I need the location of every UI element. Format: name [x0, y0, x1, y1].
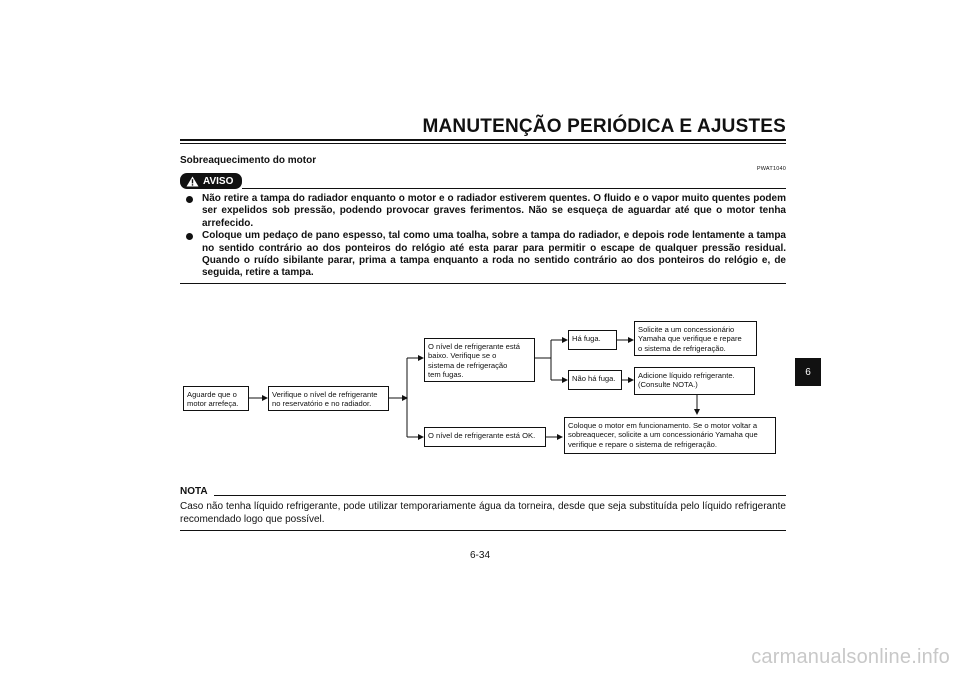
- note-label: NOTA: [180, 486, 208, 497]
- section-code: PWAT1040: [756, 166, 786, 172]
- flow-level-ok: O nível de refrigerante está OK.: [424, 427, 546, 447]
- flow-level-low: O nível de refrigerante está baixo. Verifique se o sistema de refrigeração tem fugas.: [424, 338, 535, 382]
- section-title: Sobreaquecimento do motor: [180, 155, 317, 166]
- flow-add-coolant: Adicione líquido refrigerante. (Consulte NOTA.): [634, 367, 755, 395]
- note-rule: [214, 495, 786, 496]
- flow-check-level: Verifique o nível de refrigerante no reservatório e no radiador.: [268, 386, 389, 411]
- note-end-rule: [180, 530, 786, 531]
- flow-dealer: Solicite a um concessionário Yamaha que verifique e repare o sistema de refrigeração.: [634, 321, 757, 356]
- flow-run-engine: Coloque o motor em funcionamento. Se o motor voltar a sobreaquecer, solicite a um concessionário Yamaha que verifique e repare o sistema de refrigeração.: [564, 417, 776, 454]
- warning-bullet-text: Não retire a tampa do radiador enquanto o motor e o radiador estiverem quentes. O fluido e o vapor muito quentes podem ser expelidos sob pressão, podendo provocar graves ferimentos. Não se esqueça de aguardar até que o motor tenha arrefecido.: [202, 193, 786, 229]
- warning-label: AVISO: [203, 175, 234, 187]
- flow-wait: Aguarde que o motor arrefeça.: [183, 386, 249, 411]
- flow-no-leak: Não há fuga.: [568, 370, 622, 390]
- watermark: carmanualsonline.info: [751, 646, 950, 668]
- warning-bullet-text: Coloque um pedaço de pano espesso, tal como uma toalha, sobre a tampa do radiador, e depois rode lentamente a tampa no sentido contrário ao dos ponteiros do relógio até esta parar para permitir o escape de qualquer pressão residual. Quando o ruído sibilante parar, prima a tampa enquanto a roda no sentido contrário ao dos ponteiros do relógio e, de seguida, retire a tampa.: [202, 230, 786, 279]
- chapter-tab: 6: [795, 358, 821, 386]
- flow-leak: Há fuga.: [568, 330, 617, 350]
- page-title: MANUTENÇÃO PERIÓDICA E AJUSTES: [422, 116, 786, 137]
- note-text: Caso não tenha líquido refrigerante, pode utilizar temporariamente água da torneira, desde que seja substituída pelo líquido refrigerante recomendado logo que possível.: [180, 501, 786, 526]
- page-number: 6-34: [469, 550, 490, 561]
